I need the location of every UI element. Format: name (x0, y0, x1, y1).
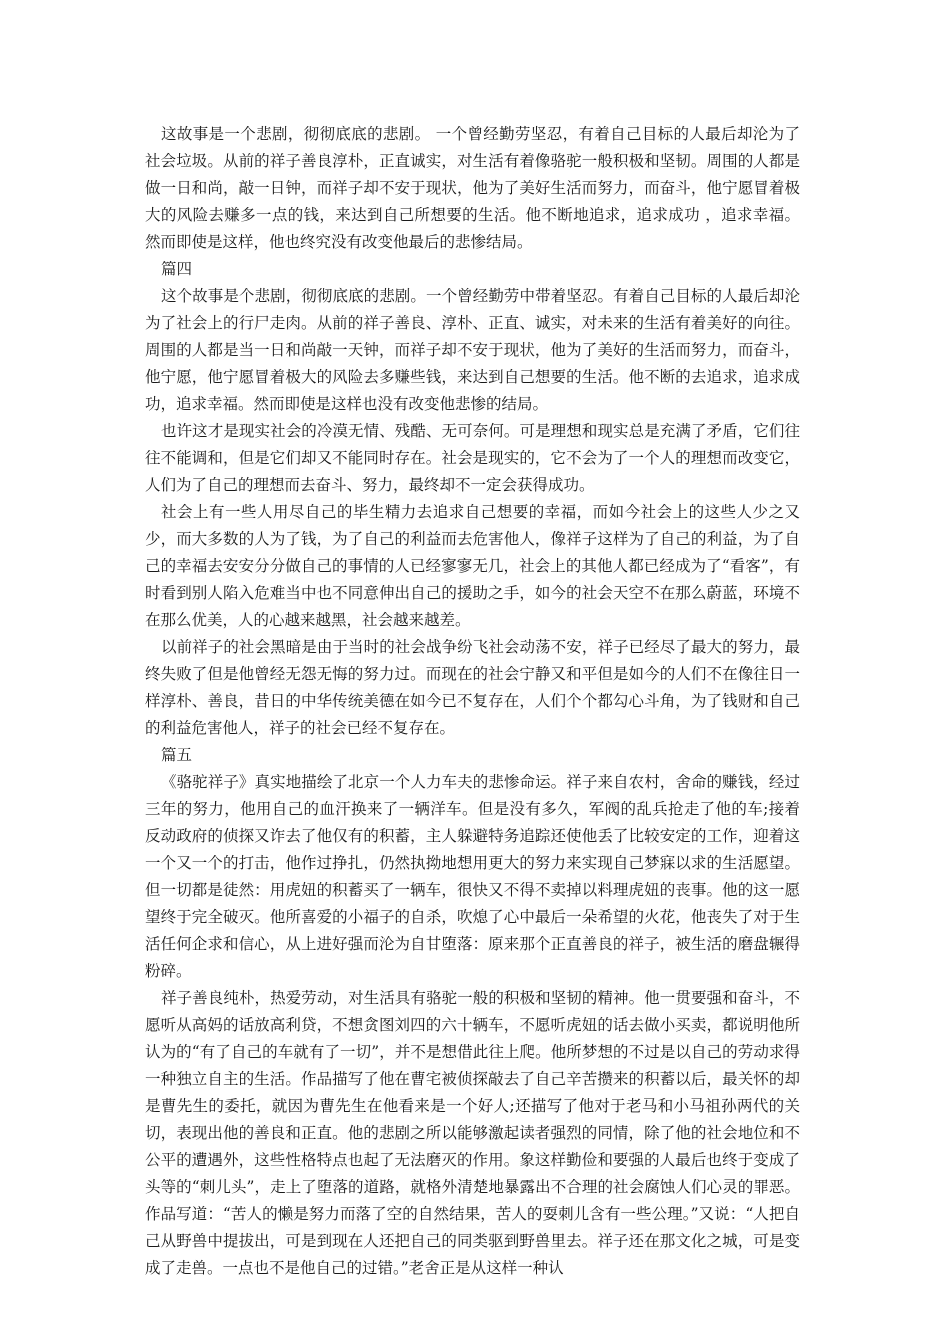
section-heading: 篇五 (161, 746, 193, 764)
body-paragraph: 《骆驼祥子》真实地描绘了北京一个人力车夫的悲惨命运。祥子来自农村，舍命的赚钱，经过三年的努力，他用自己的血汗换来了一辆洋车。但是没有多久，军阀的乱兵抢走了他的车;接着反动政府的侦探又诈去了他仅有的积蓄，主人躲避特务追踪还使他丢了比较安定的工作，迎着这一个又一个的打击，他作过挣扎，仍然执拗地想用更大的努力来实现自己梦寐以求的生活愿望。但一切都是徒然：用虎妞的积蓄买了一辆车，很快又不得不卖掉以料理虎妞的丧事。他的这一愿望终于完全破灭。他所喜爱的小福子的自杀，吹熄了心中最后一朵希望的火花，他丧失了对于生活任何企求和信心，从上进好强而沦为自甘堕落：原来那个正直善良的祥子，被生活的磨盘辗得粉碎。 (145, 773, 800, 980)
body-paragraph: 社会上有一些人用尽自己的毕生精力去追求自己想要的幸福，而如今社会上的这些人少之又少，而大多数的人为了钱，为了自己的利益而去危害他人，像祥子这样为了自己的利益，为了自己的幸福去安安分分做自己的事情的人已经寥寥无几，社会上的其他人都已经成为了“看客”，有时看到别人陷入危难当中也不同意伸出自己的援助之手，如今的社会天空不在那么蔚蓝，环境不在那么优美，人的心越来越黑，社会越来越差。 (145, 503, 800, 629)
body-paragraph: 这个故事是个悲剧，彻彻底底的悲剧。一个曾经勤劳中带着坚忍。有着自己目标的人最后却沦为了社会上的行尸走肉。从前的祥子善良、淳朴、正直、诚实，对未来的生活有着美好的向往。周围的人都是当一日和尚敲一天钟，而祥子却不安于现状，他为了美好的生活而努力，而奋斗，他宁愿，他宁愿冒着极大的风险去多赚些钱，来达到自己想要的生活。他不断的去追求，追求成功，追求幸福。然而即使是这样也没有改变他悲惨的结局。 (145, 287, 800, 413)
body-paragraph: 祥子善良纯朴，热爱劳动，对生活具有骆驼一般的积极和坚韧的精神。他一贯要强和奋斗，不愿听从高妈的话放高利贷，不想贪图刘四的六十辆车，不愿听虎妞的话去做小买卖，都说明他所认为的“有了自己的车就有了一切”，并不是想借此往上爬。他所梦想的不过是以自己的劳动求得一种独立自主的生活。作品描写了他在曹宅被侦探敲去了自己辛苦攒来的积蓄以后，最关怀的却是曹先生的委托，就因为曹先生在他看来是一个好人;还描写了他对于老马和小马祖孙两代的关切，表现出他的善良和正直。他的悲剧之所以能够激起读者强烈的同情，除了他的社会地位和不公平的遭遇外，这些性格特点也起了无法磨灭的作用。象这样勤俭和要强的人最后也终于变成了头等的“刺儿头”，走上了堕落的道路，就格外清楚地暴露出不合理的社会腐蚀人们心灵的罪恶。作品写道：“苦人的懒是努力而落了空的自然结果，苦人的耍刺儿含有一些公理。”又说：“人把自己从野兽中提拔出，可是到现在人还把自己的同类驱到野兽里去。祥子还在那文化之城，可是变成了走兽。一点也不是他自己的过错。”老舍正是从这样一种认 (145, 989, 800, 1277)
section-heading: 篇四 (161, 260, 193, 278)
body-paragraph: 这故事是一个悲剧，彻彻底底的悲剧。 一个曾经勤劳坚忍，有着自己目标的人最后却沦为了社会垃圾。从前的祥子善良淳朴，正直诚实，对生活有着像骆驼一般积极和坚韧。周围的人都是做一日和尚，敲一日钟，而祥子却不安于现状，他为了美好生活而努力，而奋斗，他宁愿冒着极大的风险去赚多一点的钱，来达到自己所想要的生活。他不断地追求，追求成功 ，追求幸福。然而即使是这样，他也终究没有改变他最后的悲惨结局。 (145, 125, 800, 251)
body-paragraph: 也许这才是现实社会的冷漠无情、残酷、无可奈何。可是理想和现实总是充满了矛盾，它们往往不能调和，但是它们却又不能同时存在。社会是现实的，它不会为了一个人的理想而改变它，人们为了自己的理想而去奋斗、努力，最终却不一定会获得成功。 (145, 422, 800, 494)
document-body (145, 121, 800, 1282)
body-paragraph: 以前祥子的社会黑暗是由于当时的社会战争纷飞社会动荡不安，祥子已经尽了最大的努力，最终失败了但是他曾经无怨无悔的努力过。而现在的社会宁静又和平但是如今的人们不在像往日一样淳朴、善良，昔日的中华传统美德在如今已不复存在，人们个个都勾心斗角，为了钱财和自己的利益危害他人，祥子的社会已经不复存在。 (145, 638, 800, 737)
